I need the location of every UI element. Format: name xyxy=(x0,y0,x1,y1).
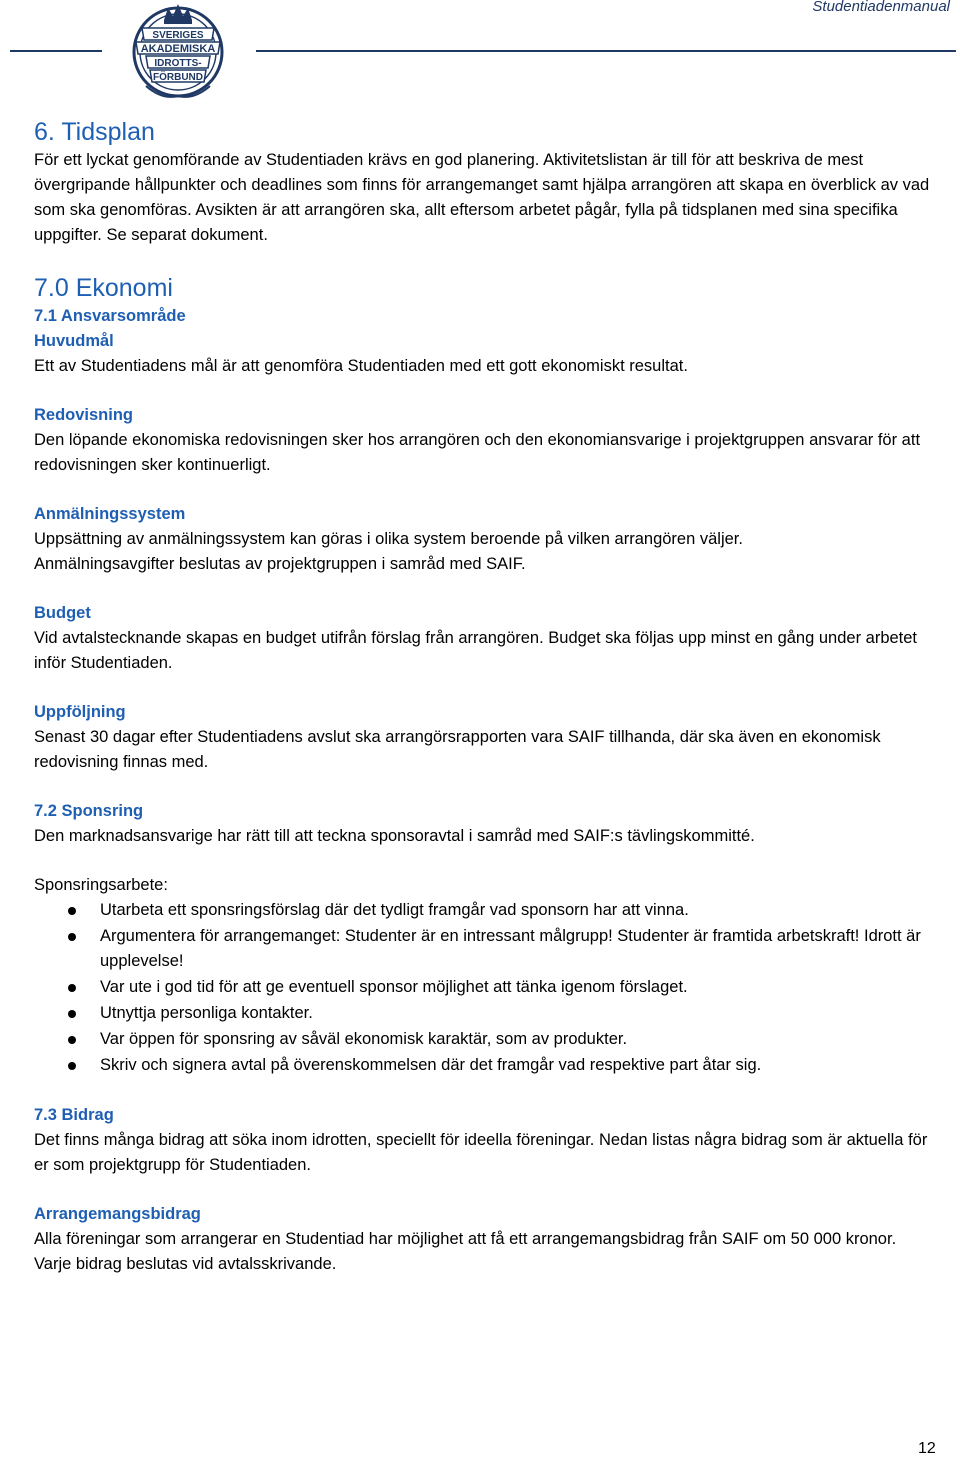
bullet-icon xyxy=(68,933,76,941)
bullet-icon xyxy=(68,984,76,992)
heading-anmalningssystem: Anmälningssystem xyxy=(34,505,186,523)
crown-icon xyxy=(164,4,192,24)
bullet-icon xyxy=(68,1062,76,1070)
heading-ekonomi: 7.0 Ekonomi xyxy=(34,274,173,302)
heading-bidrag: 7.3 Bidrag xyxy=(34,1106,114,1124)
bullet-icon xyxy=(68,1036,76,1044)
huvudmal-text: Ett av Studentiadens mål är att genomföra Studentiaden med ett gott ekonomiskt resultat. xyxy=(34,357,688,375)
anmalning-text-1: Uppsättning av anmälningssystem kan göras i olika system beroende på vilken arrangören väljer. xyxy=(34,530,743,548)
list-item: Utnyttja personliga kontakter. xyxy=(34,1001,934,1026)
sponsringsarbete-label: Sponsringsarbete: xyxy=(34,876,168,894)
bidrag-text: Det finns många bidrag att söka inom idrotten, speciellt för ideella föreningar. Nedan listas några bidrag som är aktuella för er som projektgrupp för Studentiaden. xyxy=(34,1131,928,1174)
list-item: Utarbeta ett sponsringsförslag där det tydligt framgår vad sponsorn har att vinna. xyxy=(34,898,934,923)
svg-text:FÖRBUND: FÖRBUND xyxy=(153,72,203,83)
list-item: Skriv och signera avtal på överenskommelsen där det framgår vad respektive part åtar sig. xyxy=(34,1053,934,1078)
list-item: Var ute i god tid för att ge eventuell sponsor möjlighet att tänka igenom förslaget. xyxy=(34,975,934,1000)
header-rule-left xyxy=(10,50,102,52)
heading-budget: Budget xyxy=(34,604,91,622)
heading-arrangemangsbidrag: Arrangemangsbidrag xyxy=(34,1205,201,1223)
svg-text:SVERIGES: SVERIGES xyxy=(152,30,204,41)
heading-redovisning: Redovisning xyxy=(34,406,134,424)
sponsring-bullet-list xyxy=(34,898,934,1078)
page-content xyxy=(34,116,934,1277)
running-title: Studentiadenmanual xyxy=(812,0,950,15)
arrangemangsbidrag-text: Alla föreningar som arrangerar en Studentiad har möjlighet att få ett arrangemangsbidrag från SAIF om 50 000 kronor. Varje bidrag beslutas vid avtalsskrivande. xyxy=(34,1230,897,1273)
uppfoljning-text: Senast 30 dagar efter Studentiadens avslut ska arrangörsrapporten vara SAIF tillhanda, där ska även en ekonomisk redovisning finnas med. xyxy=(34,728,881,771)
page-number: 12 xyxy=(918,1440,936,1457)
bullet-icon xyxy=(68,1010,76,1018)
svg-text:IDROTTS-: IDROTTS- xyxy=(154,58,202,69)
list-item: Argumentera för arrangemanget: Studenter är en intressant målgrupp! Studenter är framtida arbetskraft! Idrott är upplevelse! xyxy=(34,924,934,974)
sponsring-text: Den marknadsansvarige har rätt till att teckna sponsoravtal i samråd med SAIF:s tävlingskommitté. xyxy=(34,827,755,845)
budget-text: Vid avtalstecknande skapas en budget utifrån förslag från arrangören. Budget ska följas upp minst en gång under arbetet inför Studentiaden. xyxy=(34,629,918,672)
heading-sponsring: 7.2 Sponsring xyxy=(34,802,144,820)
heading-huvudmal: Huvudmål xyxy=(34,332,114,350)
heading-tidsplan: 6. Tidsplan xyxy=(34,118,155,146)
list-item: Var öppen för sponsring av såväl ekonomisk karaktär, som av produkter. xyxy=(34,1027,934,1052)
heading-uppfoljning: Uppföljning xyxy=(34,703,126,721)
bullet-icon xyxy=(68,907,76,915)
svg-text:AKADEMISKA: AKADEMISKA xyxy=(140,43,216,55)
redovisning-text: Den löpande ekonomiska redovisningen sker hos arrangören och den ekonomiansvarige i projektgruppen ansvarar för att redovisningen sker kontinuerligt. xyxy=(34,431,921,474)
header-rule-right xyxy=(256,50,956,52)
saif-logo xyxy=(112,0,244,108)
tidsplan-text: För ett lyckat genomförande av Studentiaden krävs en god planering. Aktivitetslistan är till för att beskriva de mest övergripande hållpunkter och deadlines som finns för arrangemanget samt hjälpa arrangören att skapa en överblick av vad som ska genomföras. Avsikten är att arrangören ska, allt eftersom arbetet pågår, fylla på tidsplanen med sina specifika uppgifter. Se separat dokument. xyxy=(34,151,930,244)
anmalning-text-2: Anmälningsavgifter beslutas av projektgruppen i samråd med SAIF. xyxy=(34,555,526,573)
heading-ansvarsomrade: 7.1 Ansvarsområde xyxy=(34,307,186,325)
